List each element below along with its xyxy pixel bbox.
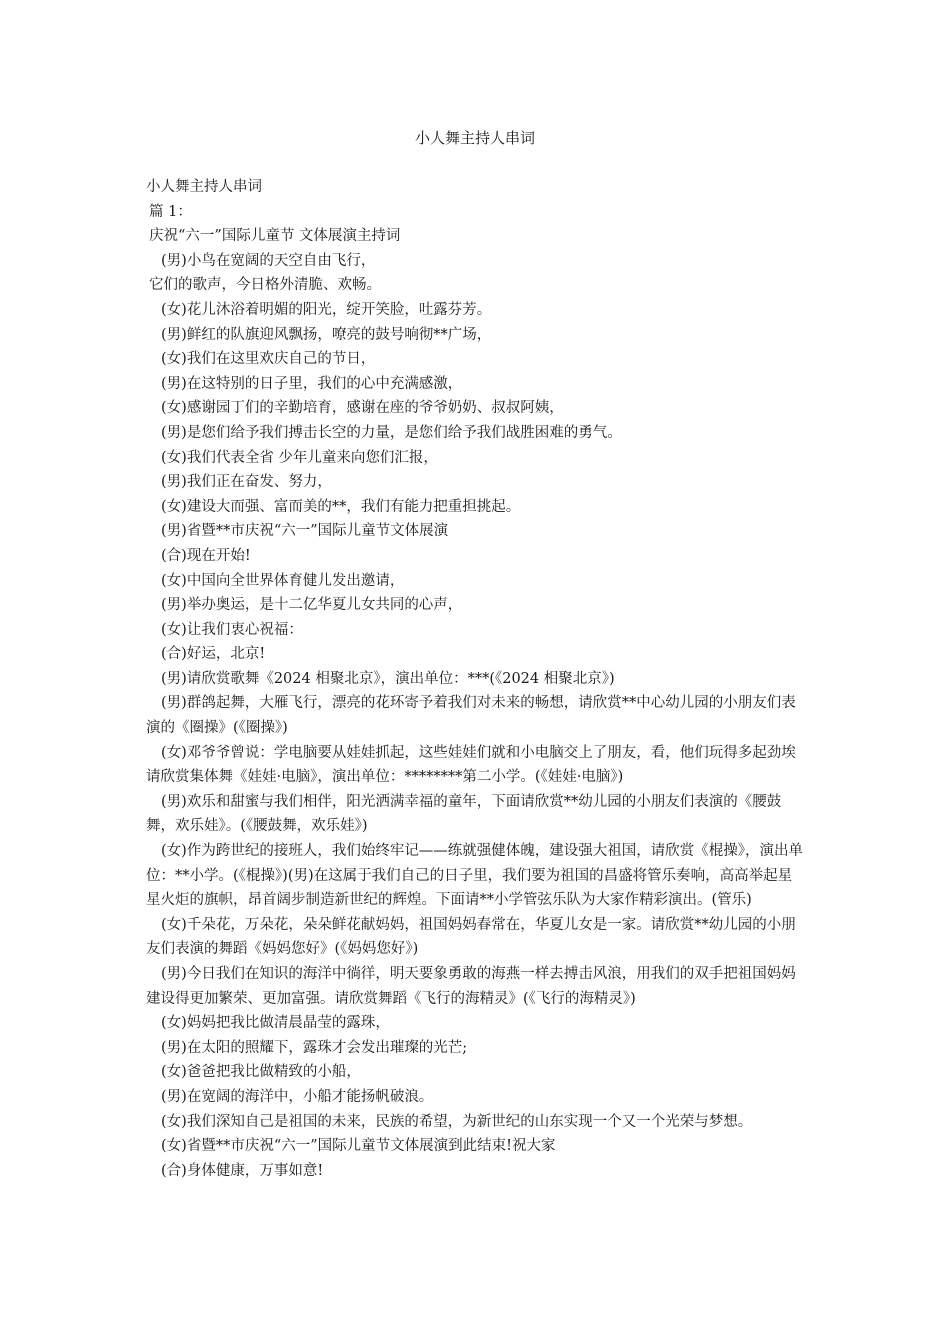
document-body <box>146 175 806 1183</box>
paragraph: (合)身体健康，万事如意! <box>161 1162 324 1179</box>
paragraph: (女)让我们衷心祝福： <box>161 621 303 638</box>
paragraph: (女)邓爷爷曾说：学电脑要从娃娃抓起，这些娃娃们就和小电脑交上了朋友，看，他们玩得多起劲埃请欣赏集体舞《娃娃·电脑》，演出单位：********第二小学。(《娃娃·电脑》) <box>146 744 796 786</box>
paragraph: (女)感谢园丁们的辛勤培育，感谢在座的爷爷奶奶、叔叔阿姨， <box>161 400 564 417</box>
paragraph: 庆祝“六一”国际儿童节 文体展演主持词 <box>149 228 401 245</box>
paragraph: (女)我们深知自己是祖国的未来，民族的希望，为新世纪的山东实现一个又一个光荣与梦想。 <box>161 1113 753 1130</box>
paragraph: (男)是您们给予我们搏击长空的力量，是您们给予我们战胜困难的勇气。 <box>161 424 622 441</box>
paragraph: (合)好运，北京! <box>161 646 266 663</box>
paragraph: (男)在太阳的照耀下，露珠才会发出璀璨的光芒; <box>161 1039 468 1056</box>
paragraph: (女)爸爸把我比做精致的小船， <box>161 1064 361 1081</box>
paragraph: (合)现在开始! <box>161 547 251 564</box>
paragraph: (男)鲜红的队旗迎风飘扬，嘹亮的鼓号响彻**广场， <box>161 326 492 343</box>
paragraph: (女)我们代表全省 少年儿童来向您们汇报， <box>161 449 438 466</box>
paragraph: (男)欢乐和甜蜜与我们相伴，阳光洒满幸福的童年，下面请欣赏**幼儿园的小朋友们表演的《腰鼓舞，欢乐娃》。(《腰鼓舞，欢乐娃》) <box>146 793 782 835</box>
paragraph: (男)省暨**市庆祝“六一”国际儿童节文体展演 <box>161 523 449 540</box>
paragraph: (女)建设大而强、富而美的**，我们有能力把重担挑起。 <box>161 498 521 515</box>
paragraph: (男)请欣赏歌舞《2024 相聚北京》，演出单位：***(《2024 相聚北京》) <box>161 670 615 687</box>
paragraph: (女)我们在这里欢庆自己的节日， <box>161 351 376 368</box>
paragraph: (女)妈妈把我比做清晨晶莹的露珠， <box>161 1015 390 1032</box>
paragraph: (男)在这特别的日子里，我们的心中充满感激， <box>161 375 463 392</box>
paragraph: (男)今日我们在知识的海洋中徜徉，明天要象勇敢的海燕一样去搏击风浪，用我们的双手把祖国妈妈建设得更加繁荣、更加富强。请欣赏舞蹈《飞行的海精灵》(《飞行的海精灵》) <box>146 966 796 1007</box>
paragraph: (女)千朵花，万朵花，朵朵鲜花献妈妈，祖国妈妈春常在，华夏儿女是一家。请欣赏**幼儿园的小朋友们表演的舞蹈《妈妈您好》(《妈妈您好》) <box>146 916 796 958</box>
document-heading: 小人舞主持人串词 <box>146 179 262 195</box>
paragraph: (女)花儿沐浴着明媚的阳光，绽开笑脸，吐露芬芳。 <box>161 301 492 318</box>
paragraph: (女)省暨**市庆祝“六一”国际儿童节文体展演到此结束!祝大家 <box>161 1138 556 1155</box>
paragraph: (女)中国向全世界体育健儿发出邀请， <box>161 572 405 589</box>
paragraph: (女)作为跨世纪的接班人，我们始终牢记——练就强健体魄，建设强大祖国，请欣赏《棍操》，演出单位：**小学。(《棍操》)(男)在这属于我们自己的日子里，我们要为祖国的昌盛将管乐奏响，高高举起星星火炬的旗帜，昂首阔步制造新世纪的辉煌。下面请**小学管弦乐队为大家作精彩演出。(管乐) <box>146 843 804 909</box>
paragraph: (男)举办奥运，是十二亿华夏儿女共同的心声， <box>161 597 463 614</box>
paragraph: (男)小鸟在宽阔的天空自由飞行， <box>161 252 376 269</box>
paragraph: (男)我们正在奋发、努力， <box>161 474 332 491</box>
paragraph-list <box>146 200 806 1184</box>
document-title: 小人舞主持人串词 <box>414 129 535 147</box>
paragraph: (男)群鸽起舞，大雁飞行，漂亮的花环寄予着我们对未来的畅想，请欣赏**中心幼儿园的小朋友们表演的《圈操》(《圈操》) <box>146 695 796 737</box>
paragraph: (男)在宽阔的海洋中，小船才能扬帆破浪。 <box>161 1088 434 1105</box>
paragraph: 篇 1： <box>149 203 192 220</box>
paragraph: 它们的歌声，今日格外清脆、欢畅。 <box>149 277 381 294</box>
